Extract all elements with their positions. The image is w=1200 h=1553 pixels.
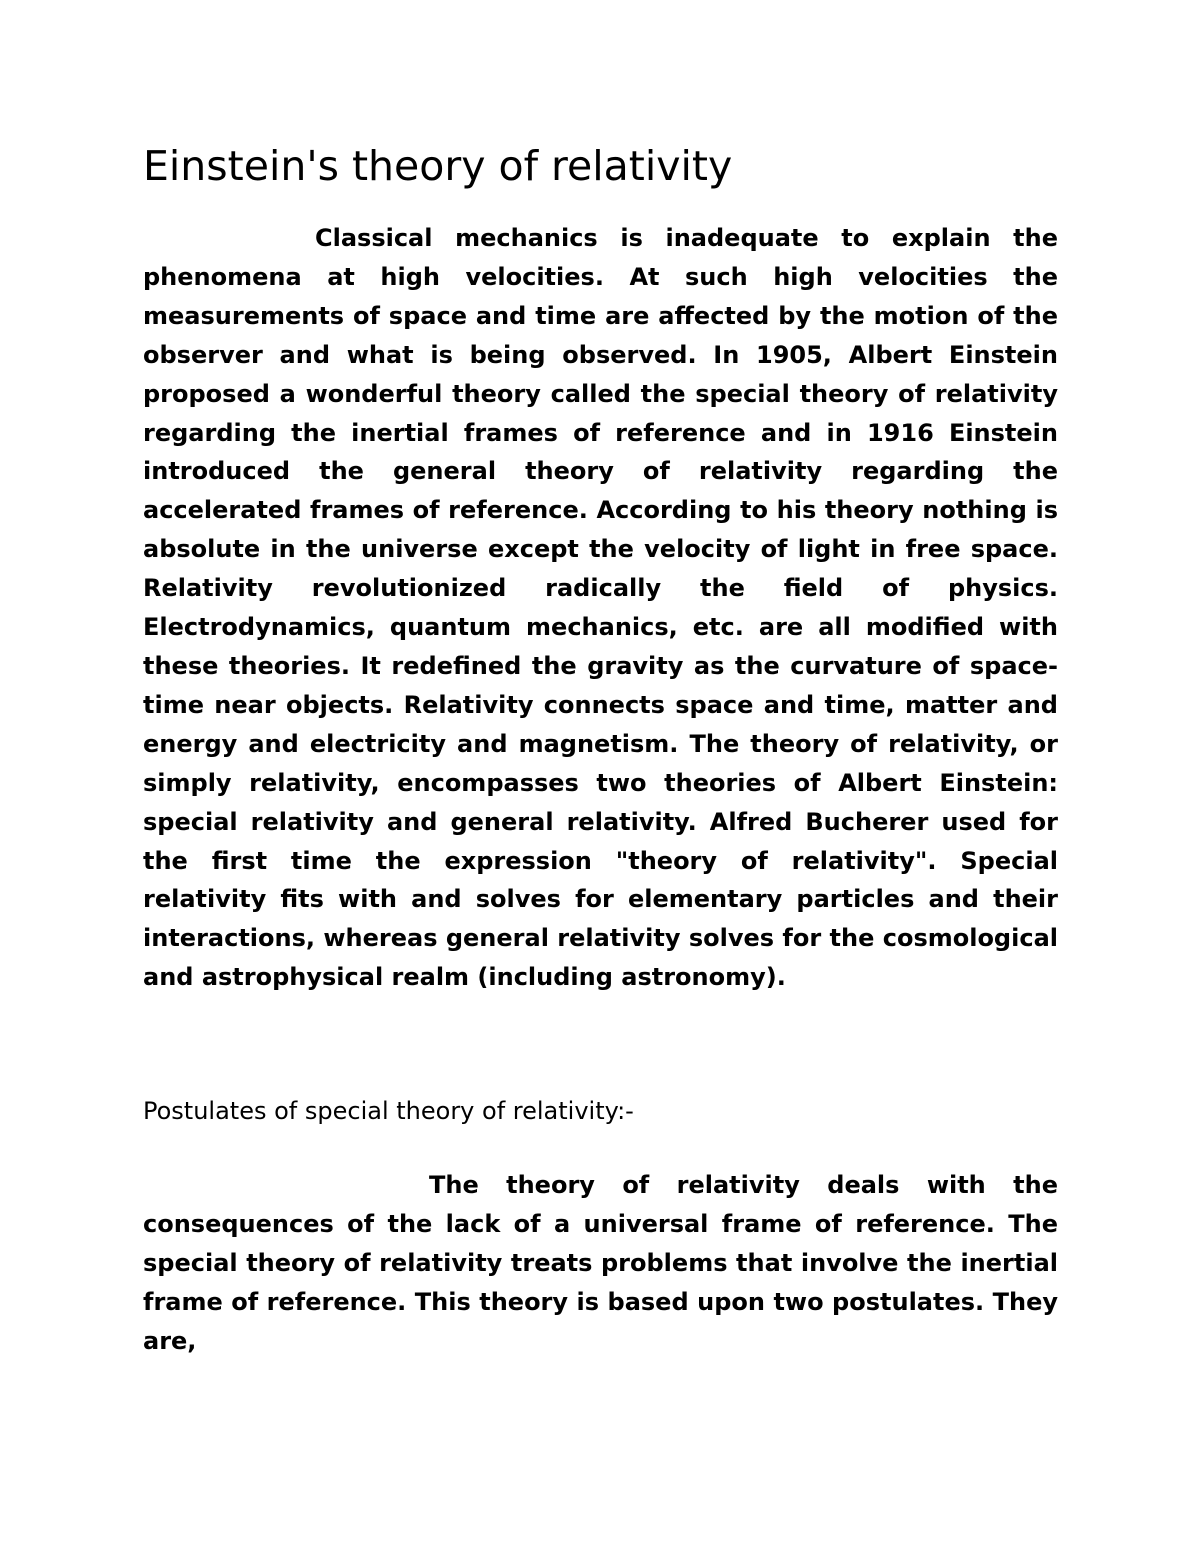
document-title: Einstein's theory of relativity — [143, 142, 733, 190]
intro-paragraph: Classical mechanics is inadequate to explain the phenomena at high velocities. At such high velocities the measurements of space and time are affected by the motion of the observer and what is being observed. In 1905, Albert Einstein proposed a wonderful theory called the special theory of relativity regarding the inertial frames of reference and in 1916 Einstein introduced the general theory of relativity regarding the accelerated frames of reference. According to his theory nothing is absolute in the universe except the velocity of light in free space. Relativity revolutionized radically the field of physics. Electrodynamics, quantum mechanics, etc. are all modified with these theories. It redefined the gravity as the curvature of space-time near objects. Relativity connects space and time, matter and energy and electricity and magnetism. The theory of relativity, or simply relativity, encompasses two theories of Albert Einstein: special relativity and general relativity. Alfred Bucherer used for the first time the expression "theory of relativity". Special relativity fits with and solves for elementary particles and their interactions, whereas general relativity solves for the cosmological and astrophysical realm (including astronomy). — [143, 224, 1058, 992]
postulates-heading: Postulates of special theory of relativity:- — [143, 1097, 634, 1125]
postulates-paragraph: The theory of relativity deals with the consequences of the lack of a universal frame of reference. The special theory of relativity treats problems that involve the inertial frame of reference. This theory is based upon two postulates. They are, — [143, 1171, 1058, 1355]
